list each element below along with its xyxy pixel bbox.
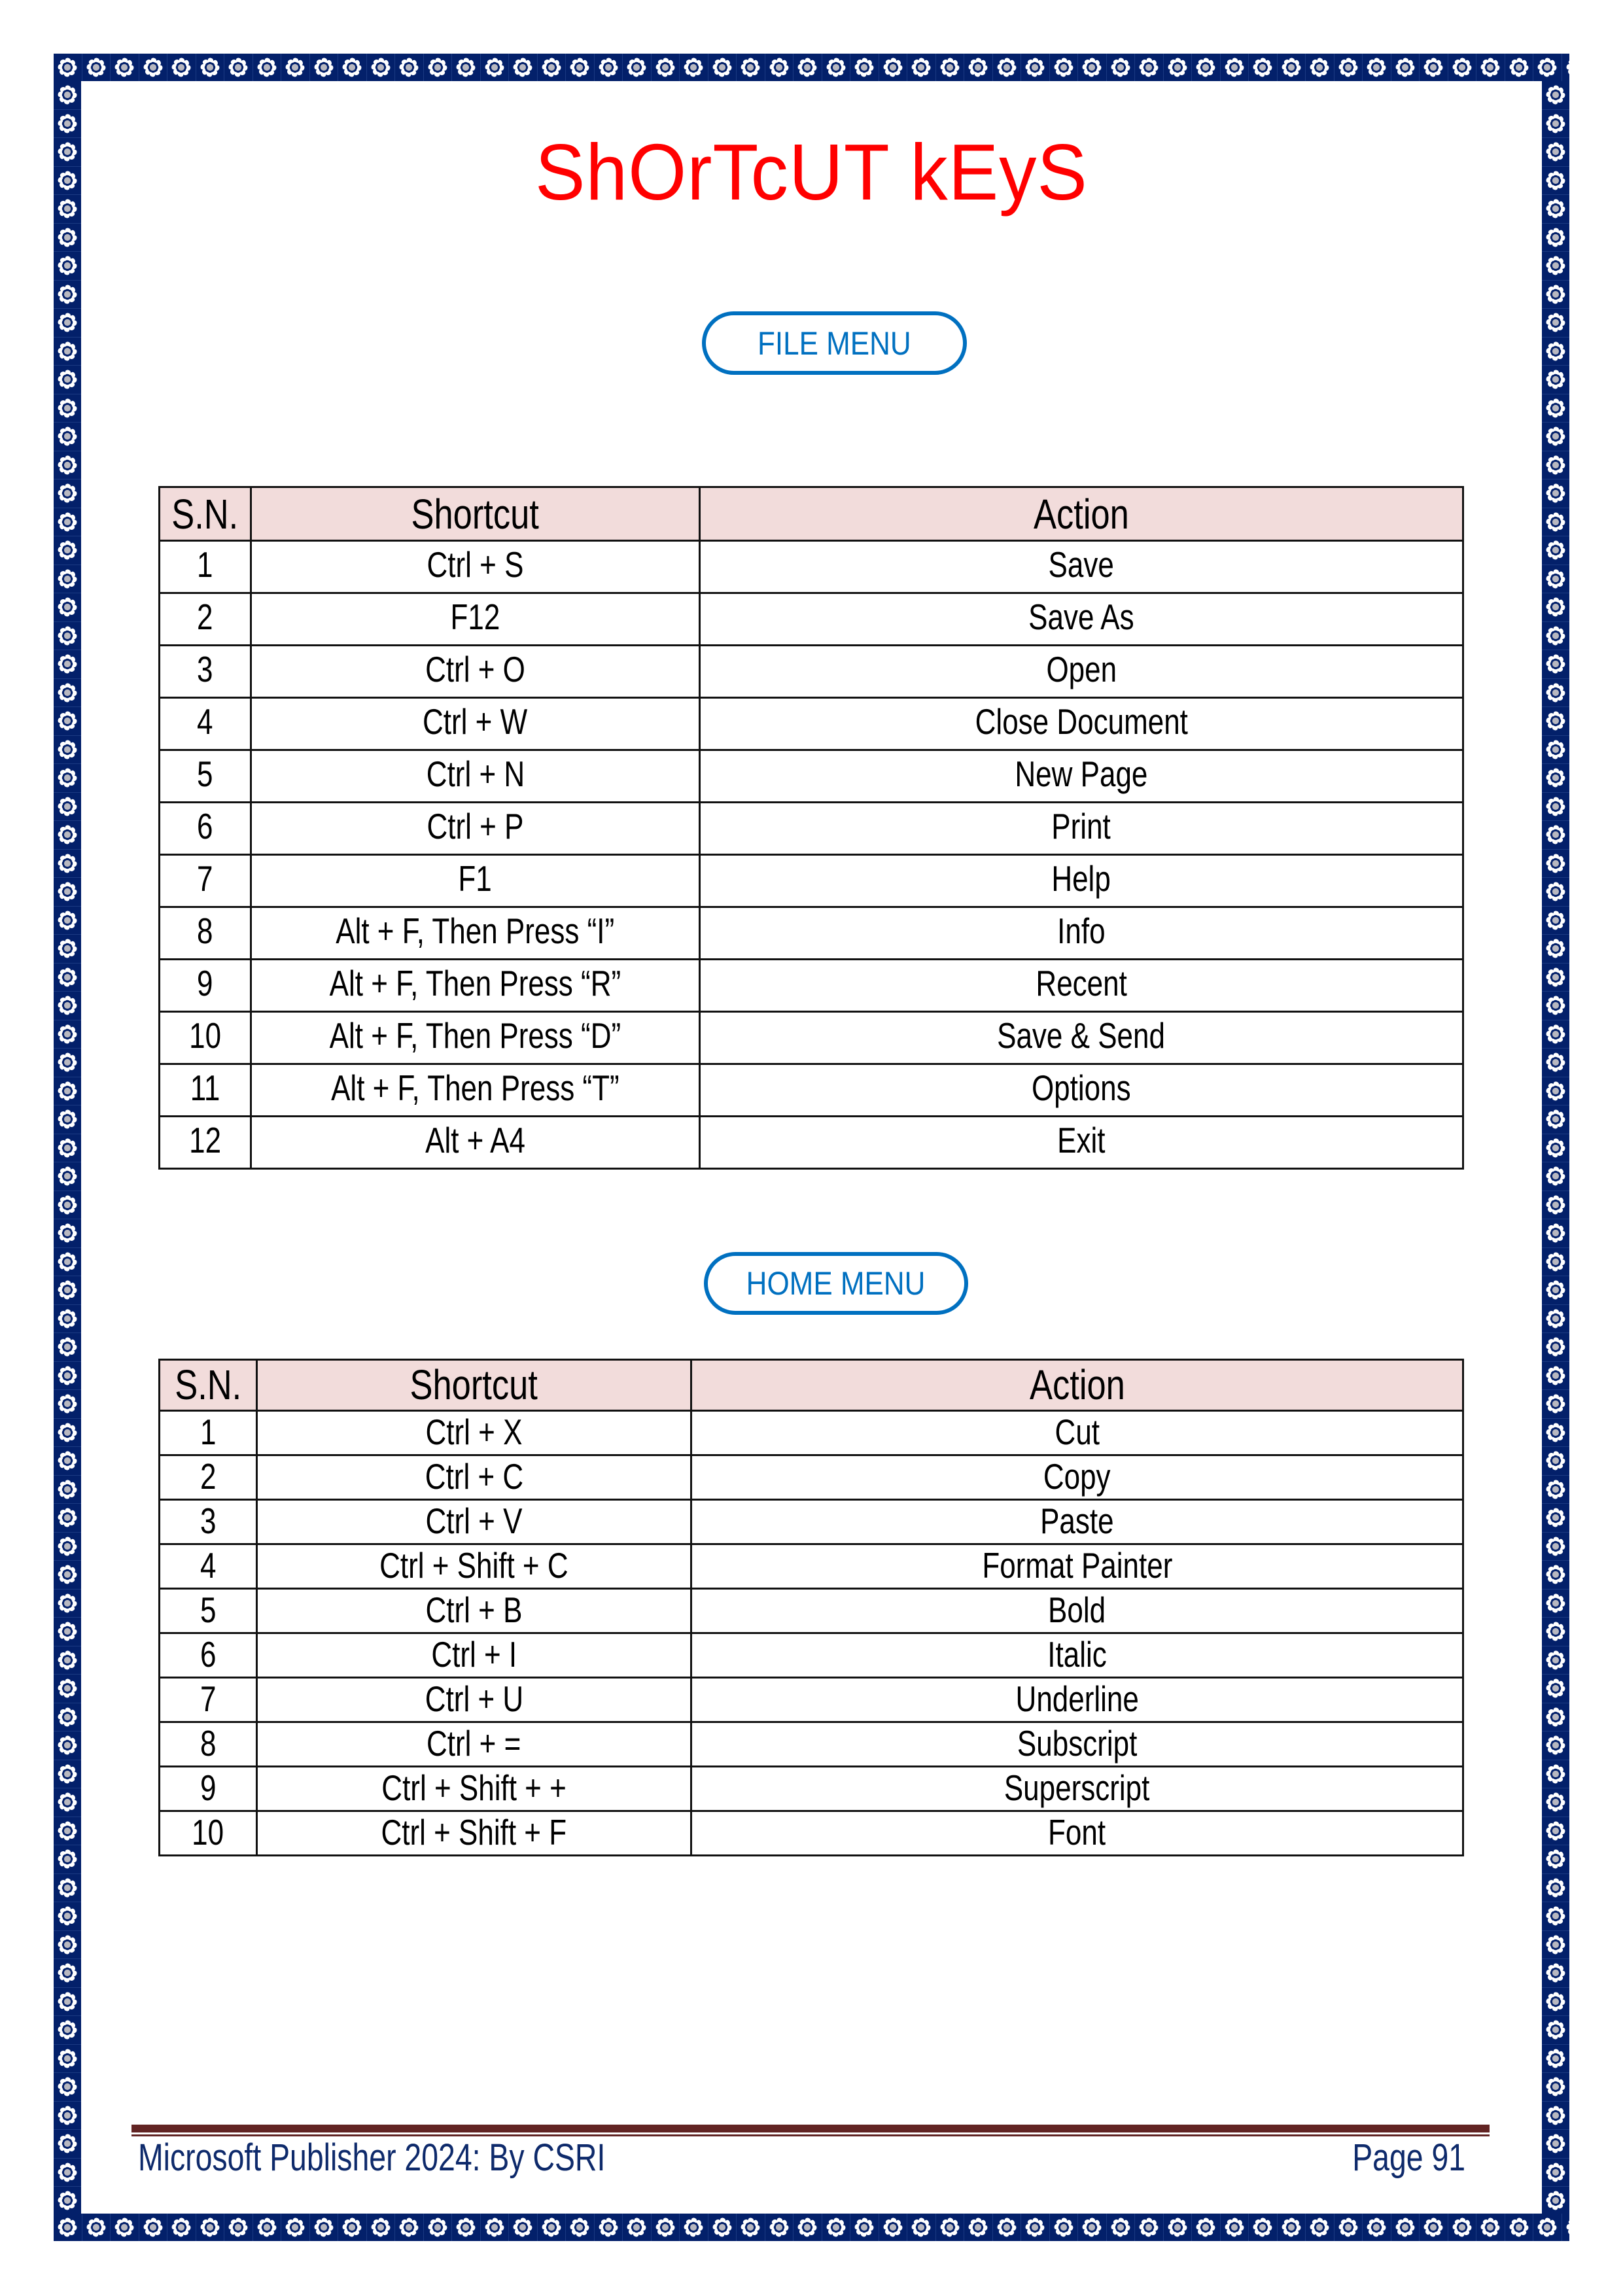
- cell-text: Ctrl + C: [425, 1456, 523, 1497]
- cell-text: Format Painter: [981, 1545, 1172, 1586]
- cell-sn: [160, 960, 251, 1012]
- cell-text: 10: [189, 1015, 221, 1056]
- table-row: [160, 803, 1463, 855]
- cell-sn: [160, 541, 251, 593]
- cell-sn: [160, 593, 251, 646]
- cell-sn: [160, 1500, 257, 1544]
- cell-shortcut: [257, 1589, 691, 1633]
- cell-text: 12: [189, 1120, 221, 1160]
- table-row: [160, 1500, 1463, 1544]
- cell-shortcut: [251, 698, 700, 750]
- cell-text: 1: [197, 544, 213, 585]
- cell-text: Alt + F, Then Press “I”: [336, 911, 615, 951]
- cell-action: [700, 541, 1463, 593]
- cell-shortcut: [251, 646, 700, 698]
- cell-text: Recent: [1036, 963, 1127, 1003]
- cell-text: 3: [200, 1501, 217, 1541]
- header-text: Shortcut: [411, 490, 540, 538]
- table-row: [160, 698, 1463, 750]
- table-row: [160, 1411, 1463, 1455]
- cell-text: 5: [197, 754, 213, 794]
- cell-shortcut: [257, 1544, 691, 1589]
- cell-text: Copy: [1043, 1456, 1111, 1497]
- cell-text: Ctrl + =: [427, 1723, 521, 1764]
- page-title: [0, 130, 1623, 215]
- home-menu-table: [158, 1359, 1464, 1856]
- table-row: [160, 1012, 1463, 1064]
- cell-text: 9: [197, 963, 213, 1003]
- table-header-row: [160, 1360, 1463, 1411]
- cell-action: [700, 960, 1463, 1012]
- cell-sn: [160, 1411, 257, 1455]
- table-row: [160, 1678, 1463, 1722]
- table-row: [160, 541, 1463, 593]
- cell-shortcut: [251, 960, 700, 1012]
- cell-action: [700, 1064, 1463, 1117]
- cell-shortcut: [251, 541, 700, 593]
- cell-action: [691, 1544, 1463, 1589]
- cell-text: Ctrl + V: [425, 1501, 523, 1541]
- cell-action: [691, 1811, 1463, 1856]
- cell-text: Ctrl + U: [425, 1679, 523, 1719]
- header-text: Action: [1034, 490, 1129, 538]
- section-label-file-menu: [702, 311, 967, 375]
- cell-text: Ctrl + Shift + C: [379, 1545, 568, 1586]
- cell-text: 5: [200, 1590, 217, 1630]
- cell-text: Underline: [1015, 1679, 1139, 1719]
- cell-sn: [160, 1722, 257, 1767]
- cell-text: Ctrl + W: [423, 701, 528, 742]
- cell-text: New Page: [1015, 754, 1148, 794]
- cell-text: F1: [458, 858, 493, 899]
- cell-action: [691, 1589, 1463, 1633]
- cell-text: Print: [1051, 806, 1111, 846]
- page-title-text: ShOrTcUT kEyS: [535, 128, 1088, 217]
- table-row: [160, 907, 1463, 960]
- table-row: [160, 1722, 1463, 1767]
- cell-text: Ctrl + B: [425, 1590, 523, 1630]
- cell-sn: [160, 1811, 257, 1856]
- header-text: Shortcut: [410, 1361, 538, 1408]
- cell-sn: [160, 1633, 257, 1678]
- table-row: [160, 1544, 1463, 1589]
- cell-action: [691, 1455, 1463, 1500]
- cell-text: Alt + F, Then Press “R”: [329, 963, 621, 1003]
- cell-action: [700, 1012, 1463, 1064]
- cell-action: [700, 593, 1463, 646]
- cell-shortcut: [251, 1064, 700, 1117]
- cell-action: [700, 907, 1463, 960]
- cell-text: Bold: [1048, 1590, 1106, 1630]
- cell-action: [700, 750, 1463, 803]
- column-header-shortcut: [257, 1360, 691, 1411]
- cell-text: Exit: [1057, 1120, 1106, 1160]
- cell-text: Superscript: [1004, 1767, 1150, 1808]
- cell-text: 1: [200, 1412, 217, 1452]
- cell-text: 10: [192, 1812, 224, 1852]
- cell-text: Ctrl + N: [426, 754, 525, 794]
- cell-text: Info: [1057, 911, 1106, 951]
- cell-action: [691, 1722, 1463, 1767]
- cell-text: 4: [197, 701, 213, 742]
- cell-text: Subscript: [1017, 1723, 1138, 1764]
- cell-shortcut: [251, 855, 700, 907]
- cell-shortcut: [257, 1633, 691, 1678]
- table-row: [160, 1633, 1463, 1678]
- column-header-action: [700, 487, 1463, 541]
- cell-text: 6: [200, 1634, 217, 1675]
- cell-text: Alt + A4: [425, 1120, 525, 1160]
- cell-text: Ctrl + P: [427, 806, 524, 846]
- table-row: [160, 855, 1463, 907]
- cell-text: 4: [200, 1545, 217, 1586]
- cell-sn: [160, 855, 251, 907]
- cell-text: 2: [197, 597, 213, 637]
- cell-text: Open: [1046, 649, 1117, 689]
- column-header-sn: [160, 487, 251, 541]
- cell-sn: [160, 1455, 257, 1500]
- cell-shortcut: [251, 593, 700, 646]
- cell-action: [700, 646, 1463, 698]
- cell-text: Options: [1032, 1068, 1131, 1108]
- cell-action: [691, 1500, 1463, 1544]
- cell-sn: [160, 1544, 257, 1589]
- cell-text: 8: [200, 1723, 217, 1764]
- column-header-action: [691, 1360, 1463, 1411]
- table-row: [160, 1811, 1463, 1856]
- cell-text: Save: [1048, 544, 1115, 585]
- table-row: [160, 1064, 1463, 1117]
- cell-text: Save & Send: [997, 1015, 1166, 1056]
- cell-sn: [160, 907, 251, 960]
- cell-sn: [160, 803, 251, 855]
- cell-sn: [160, 1117, 251, 1169]
- table-row: [160, 1767, 1463, 1811]
- cell-text: Ctrl + I: [431, 1634, 517, 1675]
- cell-text: 9: [200, 1767, 217, 1808]
- cell-text: 3: [197, 649, 213, 689]
- cell-text: Font: [1048, 1812, 1106, 1852]
- table-row: [160, 646, 1463, 698]
- file-menu-table: [158, 486, 1464, 1170]
- column-header-sn: [160, 1360, 257, 1411]
- cell-text: 8: [197, 911, 213, 951]
- cell-sn: [160, 750, 251, 803]
- header-text: Action: [1029, 1361, 1125, 1408]
- cell-action: [700, 1117, 1463, 1169]
- cell-sn: [160, 1012, 251, 1064]
- cell-text: Paste: [1040, 1501, 1114, 1541]
- cell-shortcut: [251, 803, 700, 855]
- cell-text: 7: [200, 1679, 217, 1719]
- table-header-row: [160, 487, 1463, 541]
- cell-action: [691, 1633, 1463, 1678]
- cell-text: 6: [197, 806, 213, 846]
- cell-shortcut: [257, 1811, 691, 1856]
- cell-sn: [160, 1678, 257, 1722]
- cell-sn: [160, 1589, 257, 1633]
- cell-action: [691, 1767, 1463, 1811]
- table-row: [160, 1455, 1463, 1500]
- cell-shortcut: [257, 1500, 691, 1544]
- section-label-text: FILE MENU: [758, 324, 911, 362]
- cell-text: Alt + F, Then Press “D”: [329, 1015, 621, 1056]
- cell-action: [700, 855, 1463, 907]
- cell-text: Help: [1051, 858, 1111, 899]
- cell-shortcut: [257, 1767, 691, 1811]
- cell-sn: [160, 646, 251, 698]
- cell-sn: [160, 698, 251, 750]
- cell-text: Ctrl + O: [425, 649, 525, 689]
- cell-text: 11: [190, 1068, 220, 1108]
- section-label-home-menu: [704, 1252, 968, 1315]
- cell-shortcut: [257, 1455, 691, 1500]
- cell-sn: [160, 1064, 251, 1117]
- footer-rule: [131, 2125, 1490, 2132]
- cell-action: [691, 1411, 1463, 1455]
- column-header-shortcut: [251, 487, 700, 541]
- cell-action: [700, 803, 1463, 855]
- table-row: [160, 1589, 1463, 1633]
- cell-text: Close Document: [975, 701, 1188, 742]
- cell-text: Alt + F, Then Press “T”: [331, 1068, 620, 1108]
- cell-text: Italic: [1047, 1634, 1107, 1675]
- table-row: [160, 750, 1463, 803]
- section-label-text: HOME MENU: [746, 1265, 926, 1302]
- header-text: S.N.: [171, 490, 239, 538]
- cell-text: 2: [200, 1456, 217, 1497]
- cell-text: F12: [450, 597, 500, 637]
- cell-action: [691, 1678, 1463, 1722]
- cell-text: Save As: [1028, 597, 1134, 637]
- cell-shortcut: [257, 1411, 691, 1455]
- table-row: [160, 593, 1463, 646]
- cell-action: [700, 698, 1463, 750]
- cell-text: Ctrl + Shift + +: [381, 1767, 567, 1808]
- cell-shortcut: [251, 1117, 700, 1169]
- footer-page-number: Page 91: [1352, 2136, 1465, 2179]
- footer-publication-title: Microsoft Publisher 2024: By CSRI: [138, 2136, 606, 2179]
- cell-shortcut: [257, 1722, 691, 1767]
- cell-text: Ctrl + S: [427, 544, 524, 585]
- cell-shortcut: [251, 907, 700, 960]
- cell-shortcut: [257, 1678, 691, 1722]
- cell-text: 7: [197, 858, 213, 899]
- cell-text: Ctrl + X: [425, 1412, 523, 1452]
- header-text: S.N.: [174, 1361, 242, 1408]
- table-row: [160, 1117, 1463, 1169]
- cell-shortcut: [251, 1012, 700, 1064]
- cell-text: Ctrl + Shift + F: [381, 1812, 567, 1852]
- cell-text: Cut: [1055, 1412, 1100, 1452]
- cell-shortcut: [251, 750, 700, 803]
- cell-sn: [160, 1767, 257, 1811]
- table-row: [160, 960, 1463, 1012]
